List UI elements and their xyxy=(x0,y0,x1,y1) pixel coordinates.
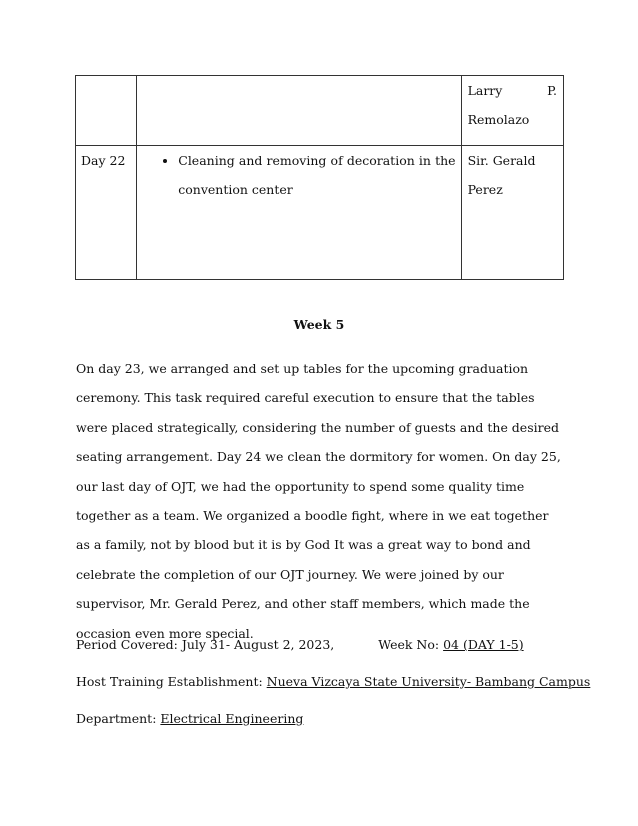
activity-cell xyxy=(137,146,461,280)
hte-value: Nueva Vizcaya State University- Bambang Campus xyxy=(266,674,591,689)
week-no-value: 04 (DAY 1-5) xyxy=(443,637,524,652)
day-label: Day 22 xyxy=(76,146,137,280)
hte-label: Host Training Establishment: xyxy=(76,674,267,689)
activity-cell xyxy=(137,76,461,146)
supervisor-name: Sir. Gerald Perez xyxy=(467,153,536,197)
department-value: Electrical Engineering xyxy=(160,711,304,726)
day-cell xyxy=(76,76,137,146)
activity-log-table xyxy=(75,75,564,280)
table-row xyxy=(76,76,564,146)
supervisor-middle-initial: P. xyxy=(547,83,557,98)
week-heading: Week 5 xyxy=(293,317,345,332)
week-no-label: Week No: xyxy=(378,637,444,652)
supervisor-first-name: Larry xyxy=(467,83,503,98)
department-line xyxy=(76,708,596,730)
supervisor-cell xyxy=(461,146,563,280)
activity-item: • Cleaning and removing of decoration in the convention center xyxy=(178,146,455,204)
supervisor-last-name: Remolazo xyxy=(467,112,530,127)
period-covered: Period Covered: July 31- August 2, 2023, xyxy=(76,637,335,652)
table-row xyxy=(76,146,564,280)
period-line xyxy=(76,634,596,656)
activity-list xyxy=(137,146,460,204)
week-narrative: On day 23, we arranged and set up tables for the upcoming graduation ceremony. This task required careful execution to ensure that the tables were placed strategically, considering the number of guests and the desired seating arrangement. Day 24 we clean the dormitory for women. On day 25, our last day of OJT, we had the opportunity to spend some quality time together as a team. We organized a boodle fight, where in we eat together as a family, not by blood but it is by God It was a great way to bond and celebrate the completion of our OJT journey. We were joined by our supervisor, Mr. Gerald Perez, and other staff members, which made the occasion even more special. xyxy=(76,361,561,641)
hte-line xyxy=(76,671,596,693)
department-label: Department: xyxy=(76,711,161,726)
supervisor-name-line1 xyxy=(468,76,557,105)
supervisor-cell xyxy=(461,76,563,146)
